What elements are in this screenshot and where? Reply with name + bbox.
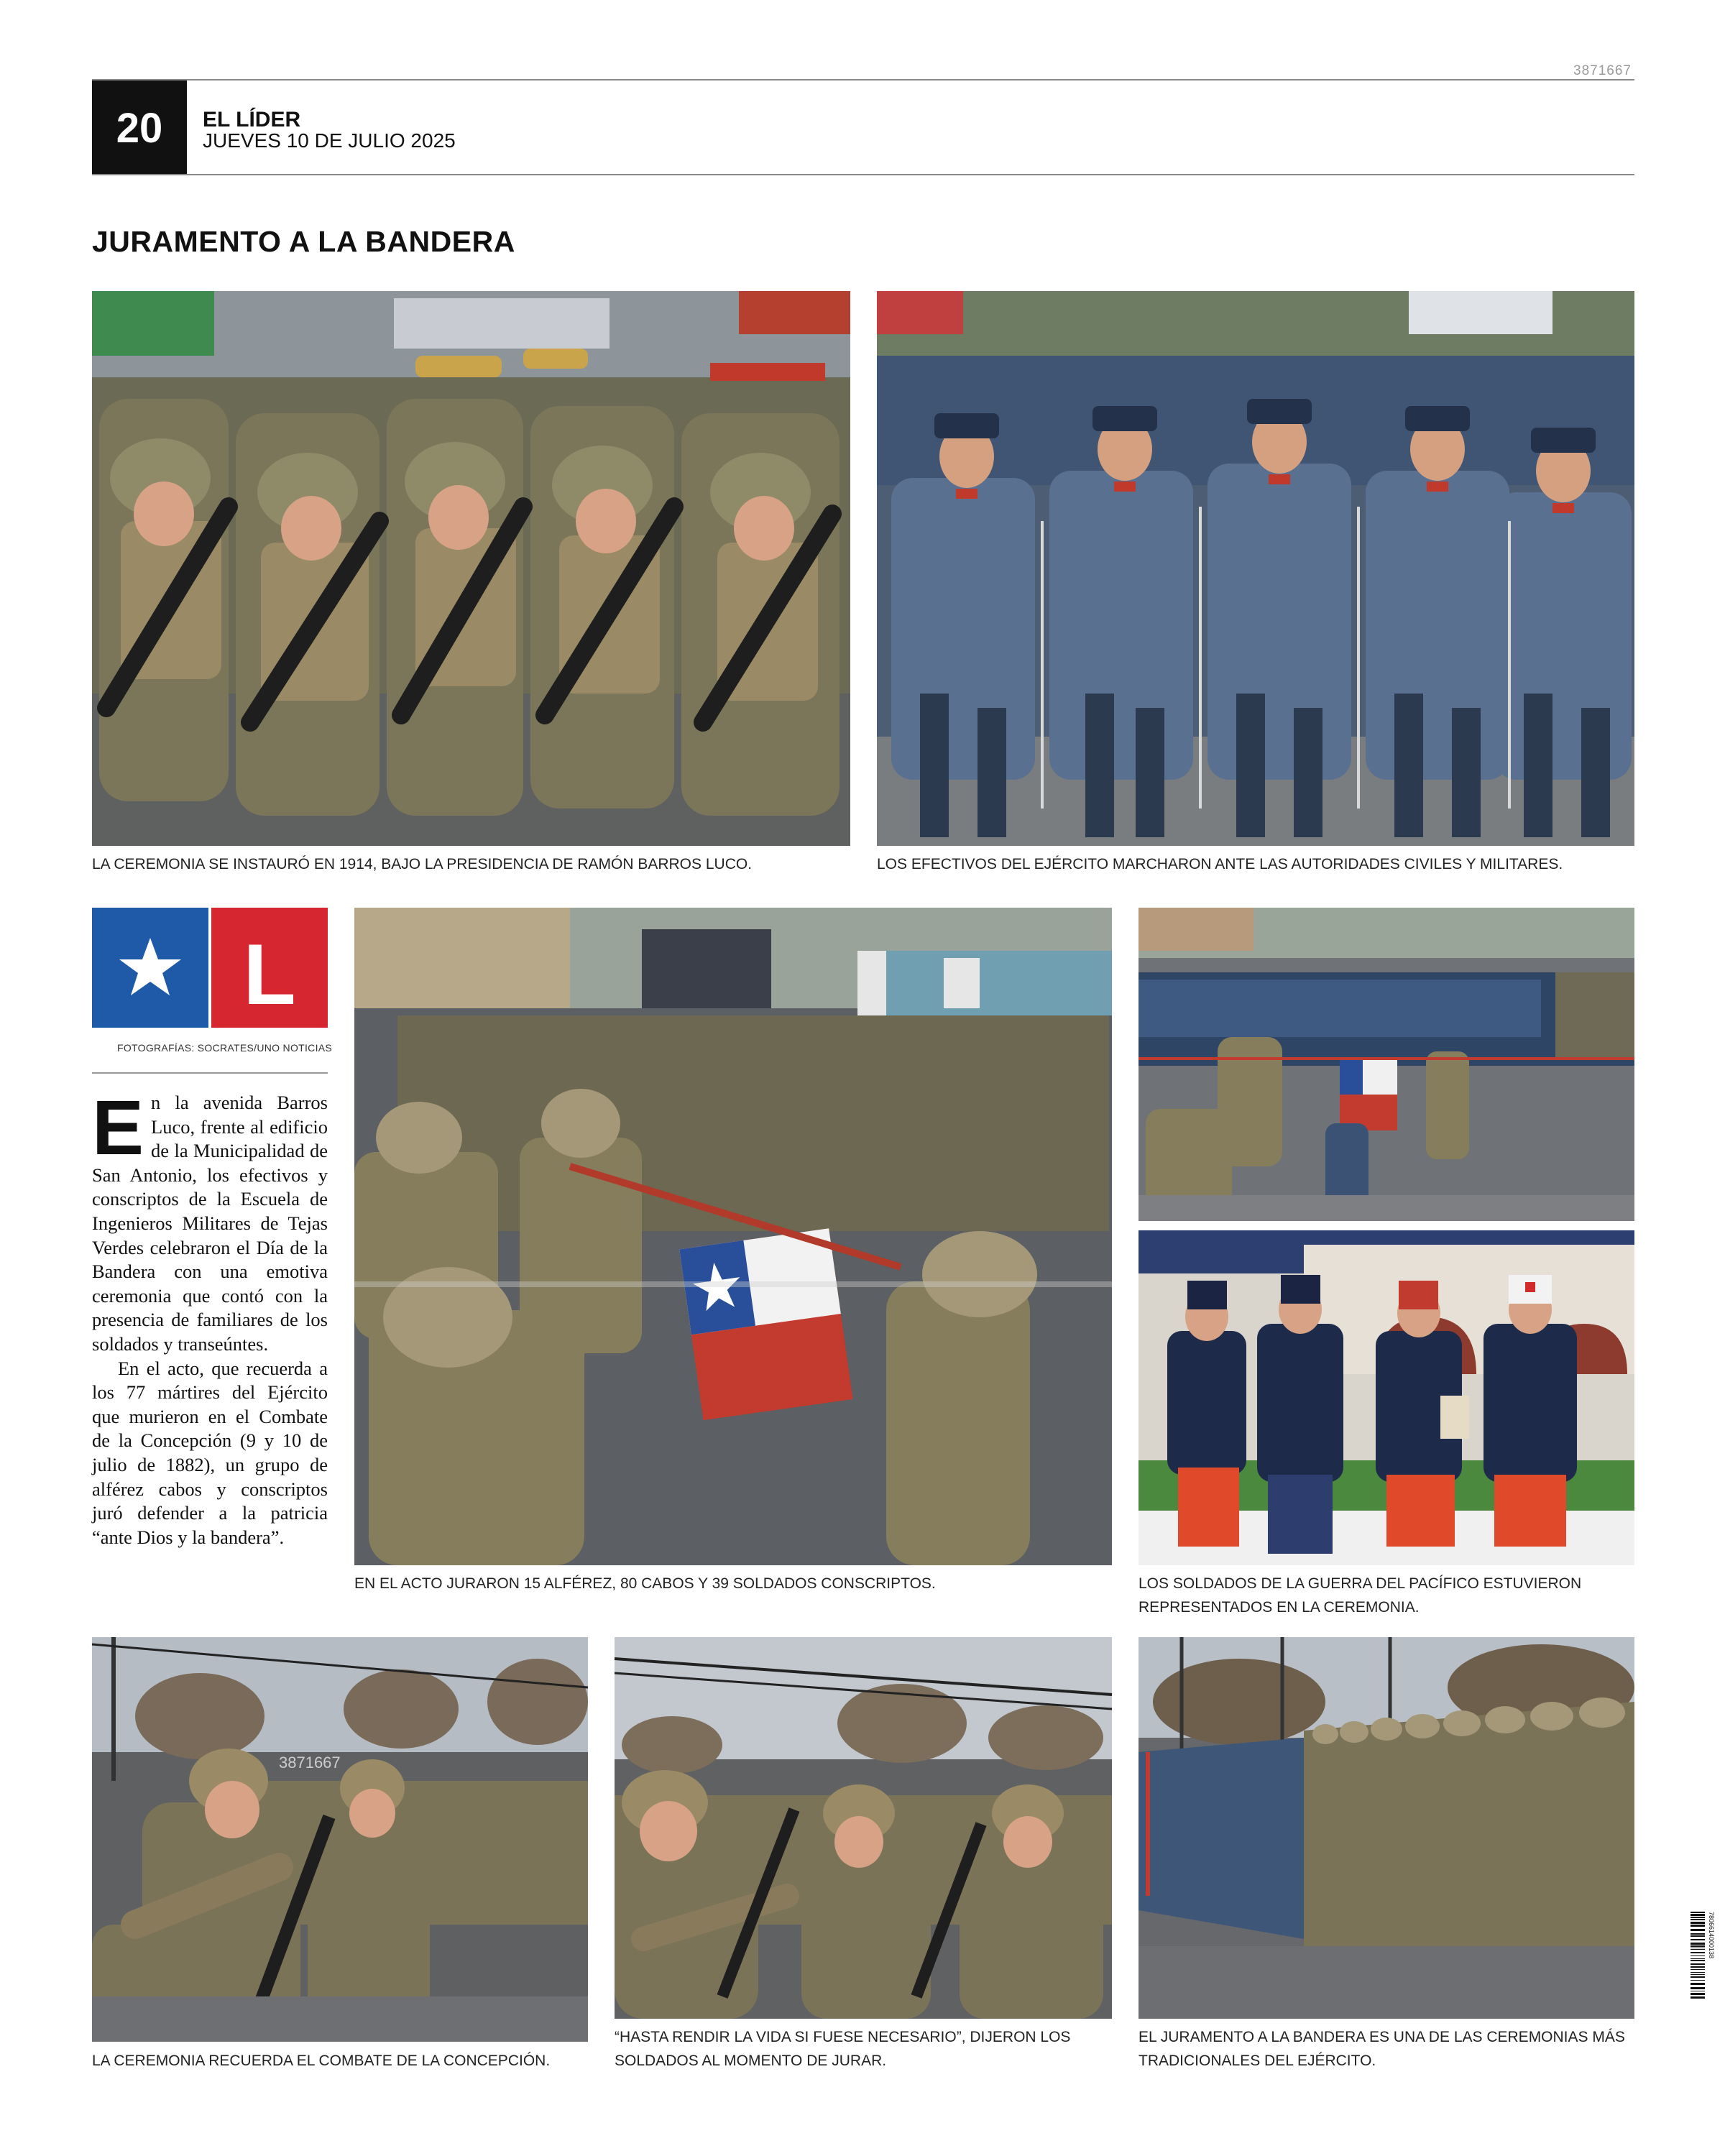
photo-formation-lines (1138, 1637, 1634, 2019)
caption-photo-5: LOS SOLDADOS DE LA GUERRA DEL PACÍFICO ESTUVIERON REPRESENTADOS EN LA CEREMONIA. (1138, 1575, 1582, 1616)
article-body (92, 1084, 328, 1549)
photo-flag-presentation (1138, 908, 1634, 1221)
document-code: 3871667 (1573, 63, 1632, 78)
photo-credit: FOTOGRAFÍAS: SOCRATES/UNO NOTICIAS (117, 1042, 333, 1054)
page-number: 20 (92, 80, 187, 175)
article-paragraph-2: En el acto, que recuerda a los 77 mártires del Ejército que murieron en el Combate de la Concepción (9 y 10 de julio de 1882), un grupo de alférez cabos y conscriptos juró defender a la patricia “ante Dios y la bandera”. (92, 1357, 328, 1548)
header-top-rule (92, 79, 1634, 80)
photo-flag-ceremony (354, 908, 1112, 1565)
caption-photo-8: EL JURAMENTO A LA BANDERA ES UNA DE LAS CEREMONIAS MÁS TRADICIONALES DEL EJÉRCITO. (1138, 2029, 1625, 2069)
caption-photo-7: “HASTA RENDIR LA VIDA SI FUESE NECESARIO”, DIJERON LOS SOLDADOS AL MOMENTO DE JURAR. (615, 2029, 1071, 2069)
photo-soldiers-swearing-oath (615, 1637, 1112, 2019)
drop-cap: E (92, 1084, 144, 1171)
publication-date: JUEVES 10 DE JULIO 2025 (203, 129, 456, 152)
barcode-digits: 7806614000138 (1708, 1912, 1715, 1959)
el-lider-logo (92, 908, 328, 1028)
photo-officers-blue-uniforms (877, 291, 1634, 846)
section-title: JURAMENTO A LA BANDERA (92, 225, 515, 258)
caption-photo-6: LA CEREMONIA RECUERDA EL COMBATE DE LA CONCEPCIÓN. (92, 2053, 551, 2069)
photo-oath-raised-arms (92, 1637, 588, 2042)
logo-letter: L (243, 926, 296, 1023)
photo-guerra-del-pacifico-reenactors (1138, 1230, 1634, 1565)
barcode (1690, 1912, 1714, 2063)
caption-photo-1: LA CEREMONIA SE INSTAURÓ EN 1914, BAJO LA PRESIDENCIA DE RAMÓN BARROS LUCO. (92, 856, 753, 872)
credit-divider (92, 1072, 328, 1074)
caption-photo-2: LOS EFECTIVOS DEL EJÉRCITO MARCHARON ANTE LAS AUTORIDADES CIVILES Y MILITARES. (877, 856, 1563, 872)
photo-watermark: 3871667 (279, 1754, 341, 1772)
article-paragraph-1: En la avenida Barros Luco, frente al edificio de la Municipalidad de San Antonio, los efectivos y conscriptos de la Escuela de Ingenieros Militares de Tejas Verdes celebraron el Día de la Bandera con una emotiva ceremonia que contó con la presencia de familiares de los soldados y transeúntes. (92, 1084, 328, 1355)
photo-soldiers-marching (92, 291, 850, 846)
caption-photo-3: EN EL ACTO JURARON 15 ALFÉREZ, 80 CABOS Y 39 SOLDADOS CONSCRIPTOS. (354, 1575, 936, 1592)
header-bottom-rule (92, 174, 1634, 175)
publication-name: EL LÍDER (203, 108, 301, 132)
